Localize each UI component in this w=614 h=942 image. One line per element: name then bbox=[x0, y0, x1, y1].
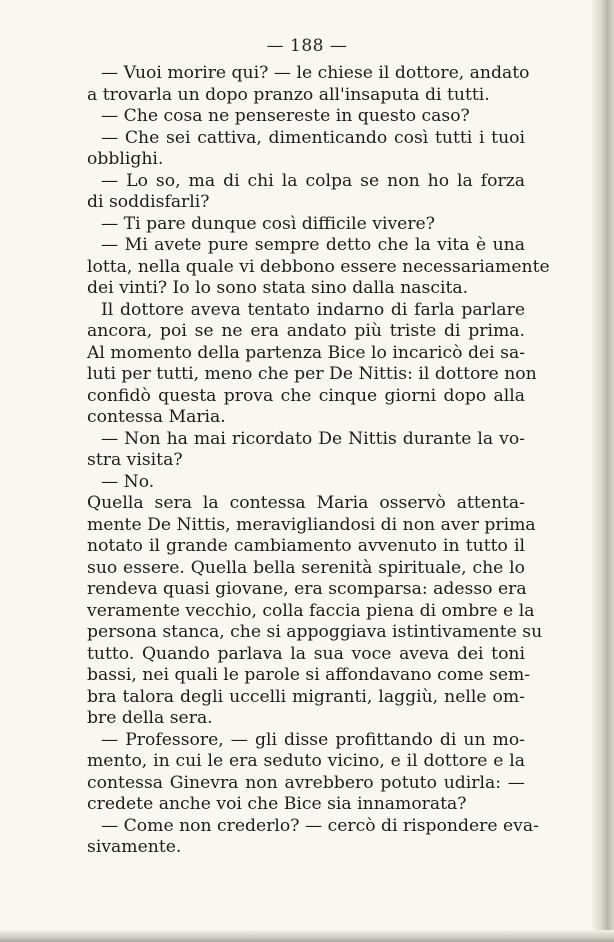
text-line: contessa Maria. bbox=[87, 407, 226, 427]
text-line: — Professore, — gli disse profittando di un mo- bbox=[101, 729, 525, 750]
page-edge-shadow bbox=[592, 0, 614, 942]
text-line: mente De Nittis, meravigliandosi di non aver prima bbox=[87, 514, 536, 535]
text-line: bassi, nei quali le parole si affondavano come sem- bbox=[87, 665, 531, 685]
text-line: bre della sera. bbox=[87, 708, 213, 728]
text-line: — Come non crederlo? — cercò di rispondere eva- bbox=[101, 815, 539, 836]
text-line: confidò questa prova che cinque giorni dopo alla bbox=[87, 385, 525, 406]
text-line: — Non ha mai ricordato De Nittis durante la vo- bbox=[101, 428, 525, 449]
text-line: — No. bbox=[101, 471, 155, 492]
text-line: notato il grande cambiamento avvenuto in tutto il bbox=[87, 536, 525, 556]
text-line: lotta, nella quale vi debbono essere necessariamente bbox=[87, 256, 550, 277]
page-bottom-shadow bbox=[0, 930, 614, 942]
text-line: luti per tutti, meno che per De Nittis: il dottore non bbox=[87, 364, 537, 384]
text-line: stra visita? bbox=[87, 450, 183, 470]
text-line: sivamente. bbox=[87, 837, 182, 857]
text-line: obblighi. bbox=[87, 149, 164, 169]
text-line: credete anche voi che Bice sia innamorata? bbox=[87, 794, 467, 814]
text-line: Il dottore aveva tentato indarno di farla parlare bbox=[101, 299, 525, 320]
text-line: — Che sei cattiva, dimenticando così tutti i tuoi bbox=[101, 127, 525, 148]
text-line: — Vuoi morire qui? — le chiese il dottore, andato bbox=[101, 63, 530, 83]
text-line: mento, in cui le era seduto vicino, e il dottore e la bbox=[87, 751, 525, 771]
text-line: suo essere. Quella bella serenità spirituale, che lo bbox=[87, 557, 525, 578]
text-line: a trovarla un dopo pranzo all'insaputa di tutti. bbox=[87, 84, 490, 105]
text-line: tutto. Quando parlava la sua voce aveva dei toni bbox=[87, 643, 525, 664]
text-line: — Lo so, ma di chi la colpa se non ho la forza bbox=[101, 170, 525, 191]
text-line: Quella sera la contessa Maria osservò attenta- bbox=[87, 493, 525, 513]
text-line: — Mi avete pure sempre detto che la vita è una bbox=[101, 235, 525, 255]
text-line: di soddisfarli? bbox=[87, 192, 210, 212]
text-line: veramente vecchio, colla faccia piena di ombre e la bbox=[87, 600, 535, 621]
text-line: bra talora degli uccelli migranti, laggiù, nelle om- bbox=[87, 686, 525, 707]
text-line: persona stanca, che si appoggiava istintivamente su bbox=[87, 622, 543, 642]
page-body-text bbox=[87, 63, 550, 859]
text-line: dei vinti? Io lo sono stata sino dalla nascita. bbox=[87, 278, 469, 298]
page-number: — 188 — bbox=[266, 36, 348, 56]
text-line: — Che cosa ne pensereste in questo caso? bbox=[101, 106, 470, 126]
text-line: contessa Ginevra non avrebbero potuto udirla: — bbox=[87, 772, 525, 793]
text-line: — Ti pare dunque così difficile vivere? bbox=[101, 213, 435, 234]
text-line: ancora, poi se ne era andato più triste di prima. bbox=[87, 321, 525, 341]
text-line: Al momento della partenza Bice lo incaricò dei sa- bbox=[87, 342, 525, 363]
text-line: rendeva quasi giovane, era scomparsa: adesso era bbox=[87, 579, 527, 599]
